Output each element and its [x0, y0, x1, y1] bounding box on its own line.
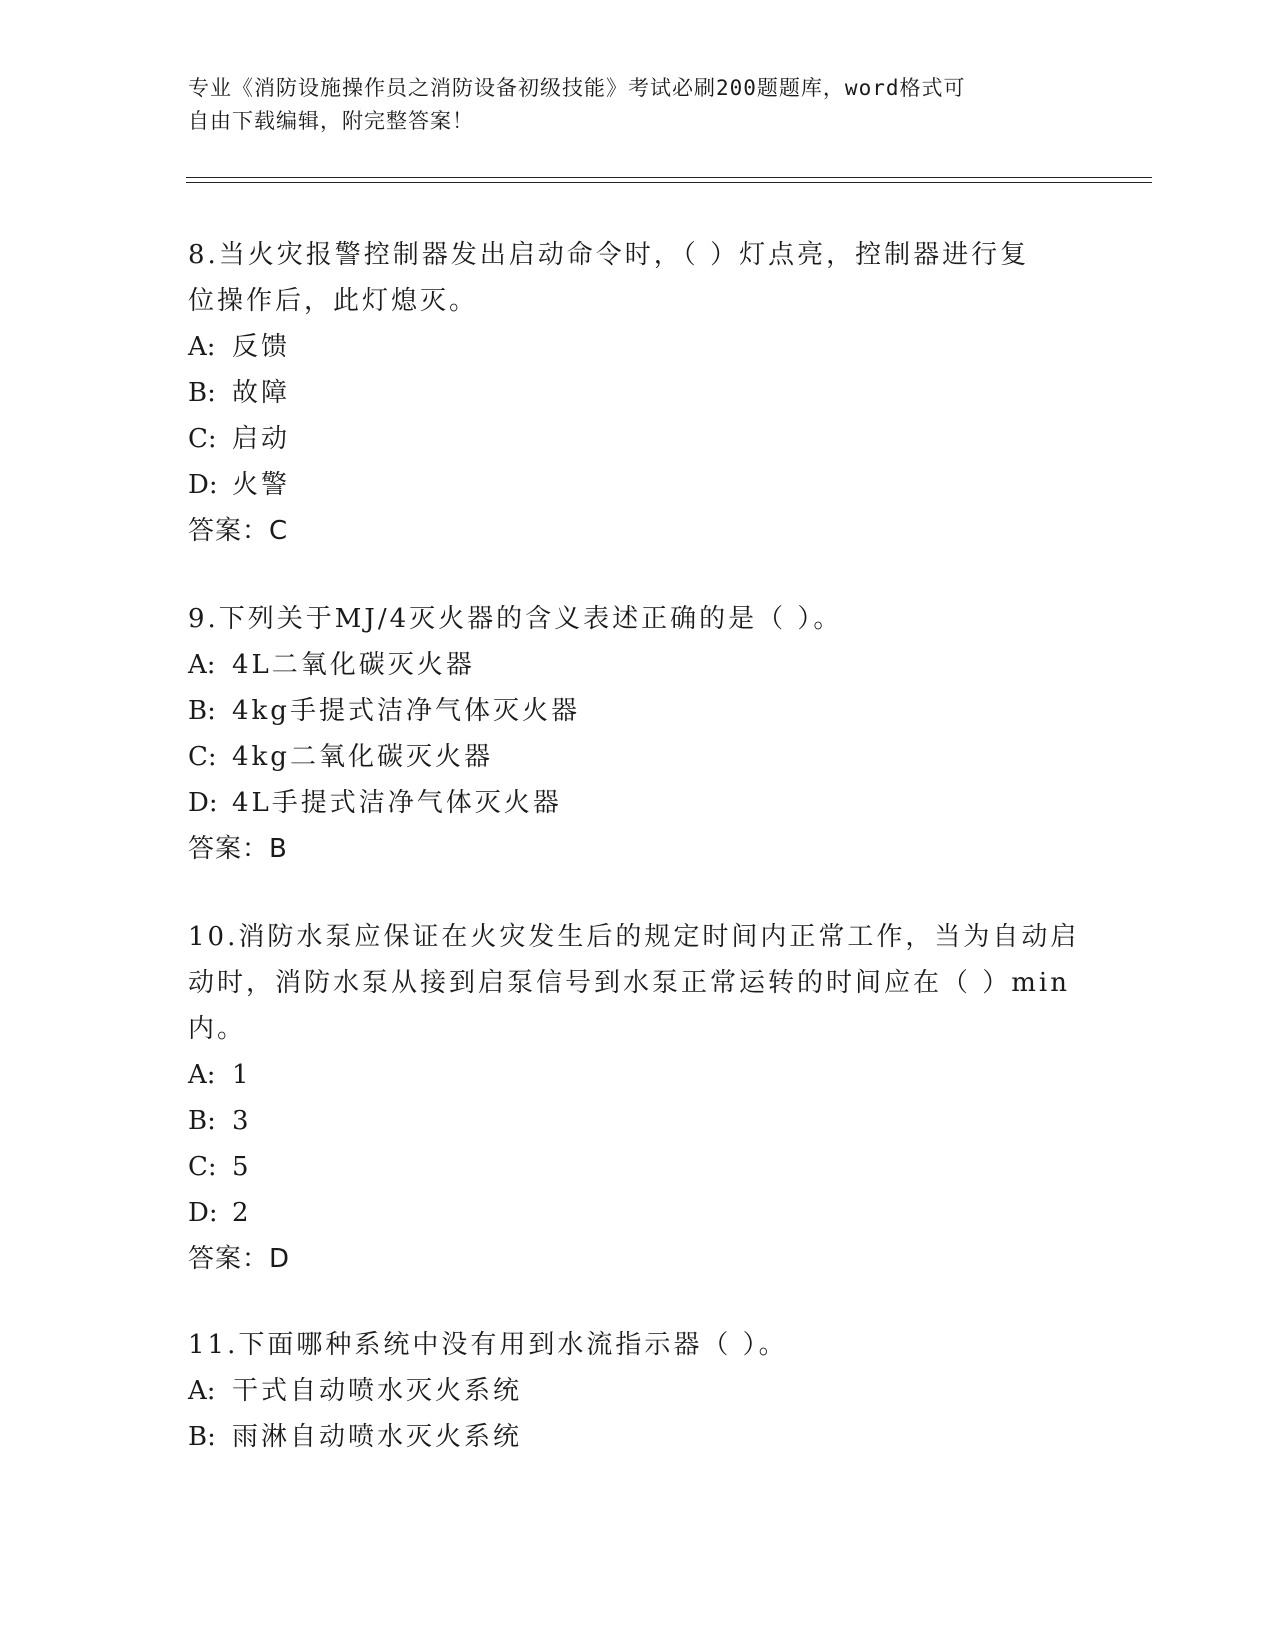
option-label: A: [188, 1060, 216, 1090]
option-label: B: [188, 1106, 216, 1136]
option-label: B: [188, 696, 216, 726]
option-b [188, 370, 1088, 416]
option-text: 4L二氧化碳灭火器 [232, 650, 475, 680]
option-text: 3 [232, 1106, 252, 1136]
option-label: C: [188, 742, 217, 772]
answer-line: 答案：D [188, 1244, 291, 1274]
option-label: D: [188, 788, 218, 818]
option-text: 故障 [232, 378, 291, 408]
question-10 [188, 914, 1088, 1282]
option-a [188, 642, 1088, 688]
header-line-1: 专业《消防设施操作员之消防设备初级技能》考试必刷200题题库，word格式可 [188, 76, 966, 100]
option-label: A: [188, 650, 216, 680]
option-b [188, 1414, 1088, 1460]
option-text: 5 [232, 1152, 252, 1182]
option-text: 干式自动喷水灭火系统 [232, 1376, 523, 1406]
header-divider-top [186, 177, 1152, 178]
header-divider-bottom [186, 182, 1152, 183]
question-text-line: 位操作后，此灯熄灭。 [188, 286, 479, 316]
question-text-line: 8.当火灾报警控制器发出启动命令时，（ ）灯点亮，控制器进行复 [188, 240, 1030, 270]
option-b [188, 1098, 1088, 1144]
question-text-line: 动时，消防水泵从接到启泵信号到水泵正常运转的时间应在（ ）min [188, 968, 1070, 998]
option-d [188, 780, 1088, 826]
option-text: 4L手提式洁净气体灭火器 [232, 788, 562, 818]
option-text: 4kg二氧化碳灭火器 [232, 742, 493, 772]
option-label: A: [188, 1376, 216, 1406]
option-label: C: [188, 1152, 217, 1182]
question-text-line: 内。 [188, 1014, 247, 1044]
answer-line: 答案：C [188, 516, 289, 546]
answer-line: 答案：B [188, 834, 288, 864]
option-b [188, 688, 1088, 734]
option-a [188, 1368, 1088, 1414]
question-text-line: 10.消防水泵应保证在火灾发生后的规定时间内正常工作，当为自动启 [188, 922, 1080, 952]
question-11 [188, 1322, 1088, 1460]
option-text: 反馈 [232, 332, 291, 362]
question-9 [188, 596, 1088, 872]
document-header [188, 72, 1088, 138]
question-8 [188, 232, 1088, 554]
option-text: 启动 [232, 424, 291, 454]
option-c [188, 734, 1088, 780]
option-text: 火警 [232, 470, 291, 500]
option-d [188, 462, 1088, 508]
option-c [188, 1144, 1088, 1190]
option-d [188, 1190, 1088, 1236]
option-label: C: [188, 424, 217, 454]
option-text: 4kg手提式洁净气体灭火器 [232, 696, 580, 726]
option-label: D: [188, 1198, 218, 1228]
option-c [188, 416, 1088, 462]
option-a [188, 324, 1088, 370]
option-text: 1 [232, 1060, 252, 1090]
option-text: 2 [232, 1198, 252, 1228]
option-label: B: [188, 1422, 216, 1452]
option-label: D: [188, 470, 218, 500]
question-text-line: 9.下列关于MJ/4灭火器的含义表述正确的是（ ）。 [188, 604, 843, 634]
option-label: B: [188, 378, 216, 408]
question-text-line: 11.下面哪种系统中没有用到水流指示器（ ）。 [188, 1330, 788, 1360]
option-text: 雨淋自动喷水灭火系统 [232, 1422, 523, 1452]
header-line-2: 自由下载编辑，附完整答案！ [188, 109, 474, 133]
option-a [188, 1052, 1088, 1098]
option-label: A: [188, 332, 216, 362]
